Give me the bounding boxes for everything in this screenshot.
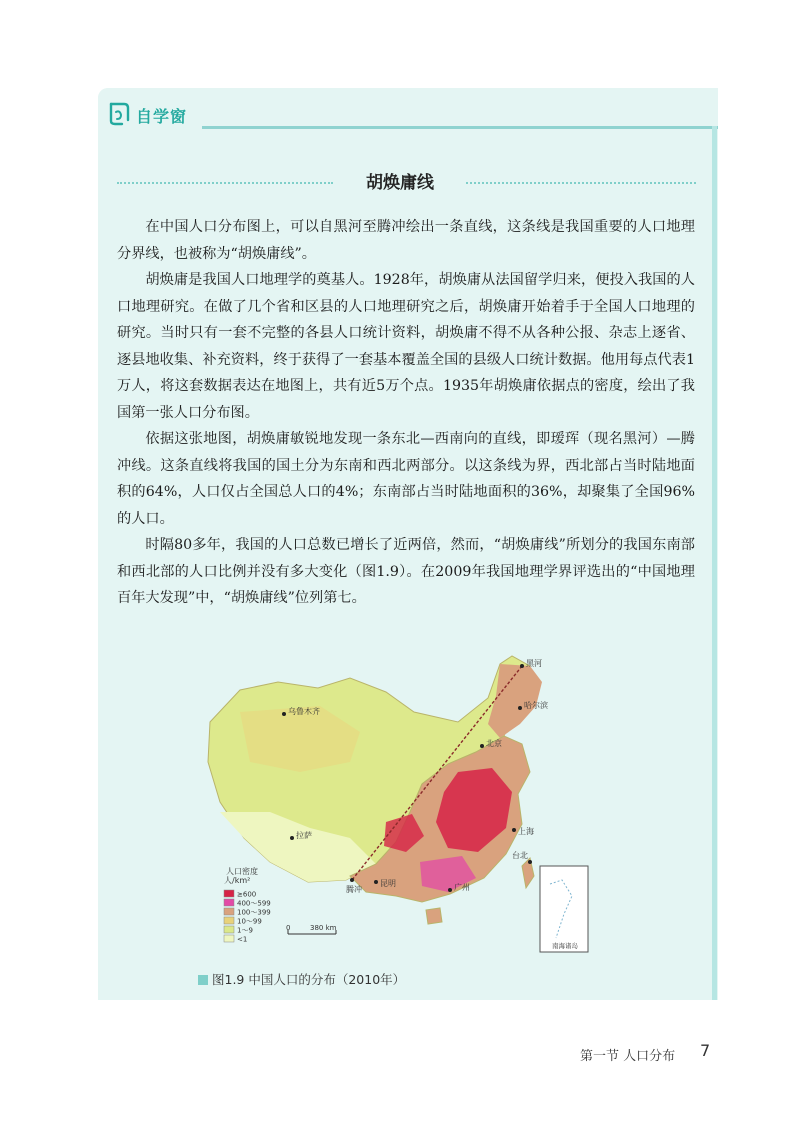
city-label: 台北	[512, 851, 528, 860]
paragraph: 依据这张地图，胡焕庸敏锐地发现一条东北—西南向的直线，即瑷珲（现名黑河）—腾冲线。这条直线将我国的国土分为东南和西北两部分。以这条线为界，西北部占当时陆地面积的64%，人口仅占全国总人口的4%；东南部占当时陆地面积的36%，却聚集了全国96%的人口。	[117, 431, 695, 527]
legend-label: 400～599	[237, 899, 271, 908]
population-map	[200, 652, 610, 962]
scale-end: 380 km	[310, 924, 337, 932]
city-label: 腾冲	[346, 885, 362, 894]
legend-swatch	[224, 899, 234, 906]
page-title: 胡焕庸线	[366, 173, 434, 193]
title-dots-left	[117, 182, 333, 184]
scale-start: 0	[286, 924, 291, 932]
paragraph: 时隔80多年，我国的人口总数已增长了近两倍，然而，“胡焕庸线”所划分的我国东南部和西北部的人口比例并没有多大变化（图1.9）。在2009年我国地理学界评选出的“中国地理百年大发现”中，“胡焕庸线”位列第七。	[117, 537, 695, 606]
city-label: 拉萨	[296, 831, 312, 840]
city-label: 昆明	[380, 879, 396, 888]
city-label: 哈尔滨	[524, 701, 548, 710]
legend-label: 1～9	[237, 926, 253, 935]
footer-section-title: 第一节 人口分布	[580, 1049, 676, 1064]
legend-swatch	[224, 935, 234, 942]
paragraph: 在中国人口分布图上，可以自黑河至腾冲绘出一条直线，这条线是我国重要的人口地理分界线，也被称为“胡焕庸线”。	[117, 219, 695, 262]
south-china-sea-inset	[540, 866, 588, 952]
title-dots-right	[466, 182, 696, 184]
city-label: 上海	[518, 827, 534, 836]
book-icon	[106, 101, 132, 127]
page-number: 7	[700, 1041, 711, 1060]
legend-unit: 人/km²	[224, 876, 251, 885]
legend-label: <1	[237, 935, 248, 944]
legend-title: 人口密度	[226, 867, 258, 876]
legend-label: ≥600	[237, 890, 257, 899]
city-label: 北京	[486, 739, 502, 748]
legend-swatch	[224, 890, 234, 897]
legend-swatch	[224, 926, 234, 933]
legend-swatch	[224, 908, 234, 915]
panel-label: 自学窗	[136, 107, 188, 126]
legend-label: 10～99	[237, 917, 262, 926]
map-taiwan-island	[522, 858, 534, 888]
city-label: 黑河	[526, 659, 542, 668]
panel-right-rule	[712, 126, 717, 1000]
legend-swatch	[224, 917, 234, 924]
body-text	[117, 214, 695, 612]
inset-label: 南海诸岛	[552, 942, 578, 950]
city-label: 广州	[454, 883, 470, 892]
panel-top-rule	[202, 126, 718, 129]
legend-label: 100～399	[237, 908, 271, 917]
figure-caption: 图1.9 中国人口的分布（2010年）	[198, 970, 405, 988]
map-hainan-island	[426, 908, 442, 924]
paragraph: 胡焕庸是我国人口地理学的奠基人。1928年，胡焕庸从法国留学归来，便投入我国的人口地理研究。在做了几个省和区县的人口地理研究之后，胡焕庸开始着手于全国人口地理的研究。当时只有一套不完整的各县人口统计资料，胡焕庸不得不从各种公报、杂志上逐省、逐县地收集、补充资料，终于获得了一套基本覆盖全国的县级人口统计数据。他用每点代表1万人，将这套数据表达在地图上，共有近5万个点。1935年胡焕庸依据点的密度，绘出了我国第一张人口分布图。	[117, 272, 695, 421]
city-label: 乌鲁木齐	[288, 707, 320, 716]
